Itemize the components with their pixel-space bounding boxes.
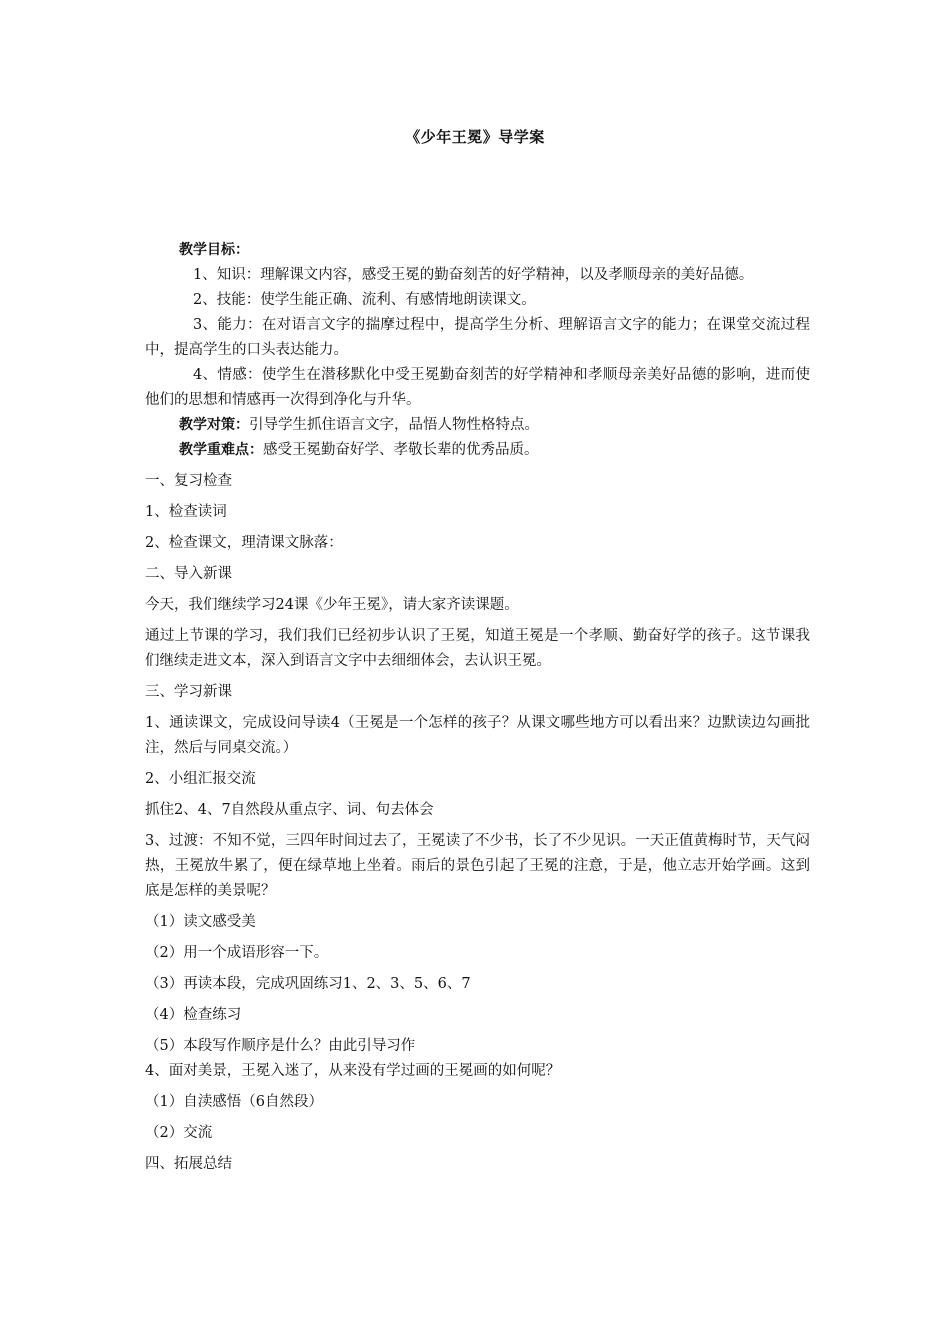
objective-emotion: 4、情感：使学生在潜移默化中受王冕勤奋刻苦的好学精神和孝顺母亲美好品德的影响，进而使他们的思想和情感再一次得到净化与升华。 bbox=[145, 367, 810, 408]
objective-skill: 2、技能：使学生能正确、流利、有感情地朗读课文。 bbox=[193, 292, 536, 308]
list-item: 2、小组汇报交流 bbox=[145, 771, 256, 787]
section-heading-review: 一、复习检查 bbox=[145, 473, 232, 489]
objective-ability: 3、能力：在对语言文字的揣摩过程中，提高学生分析、理解语言文字的能力；在课堂交流过程中，提高学生的口头表达能力。 bbox=[145, 317, 810, 358]
list-item: 4、面对美景，王冕入迷了，从来没有学过画的王冕画的如何呢？ bbox=[145, 1063, 561, 1079]
sub-list-item: （2）交流 bbox=[145, 1125, 213, 1141]
list-item: 2、检查课文，理清课文脉落： bbox=[145, 535, 343, 551]
section-heading-new-lesson: 三、学习新课 bbox=[145, 684, 232, 700]
paragraph: 通过上节课的学习，我们我们已经初步认识了王冕，知道王冕是一个孝顺、勤奋好学的孩子。这节课我们继续走进文本，深入到语言文字中去细细体会，去认识王冕。 bbox=[145, 628, 810, 669]
teaching-strategy bbox=[145, 413, 810, 438]
list-item: 1、通读课文，完成设问导读4（王冕是一个怎样的孩子？从课文哪些地方可以看出来？边默读边勾画批注，然后与同桌交流。） bbox=[145, 715, 810, 756]
paragraph: 抓住2、4、7自然段从重点字、词、句去体会 bbox=[145, 802, 434, 818]
sub-list-item: （4）检查练习 bbox=[145, 1007, 242, 1023]
document-body bbox=[145, 238, 810, 1177]
objectives-heading: 教学目标： bbox=[179, 242, 249, 258]
sub-list-item: （3）再读本段，完成巩固练习1、2、3、5、6、7 bbox=[145, 976, 471, 992]
sub-list-item: （1）读文感受美 bbox=[145, 914, 256, 930]
section-heading-intro: 二、导入新课 bbox=[145, 566, 232, 582]
objective-knowledge: 1、知识：理解课文内容，感受王冕的勤奋刻苦的好学精神，以及孝顺母亲的美好品德。 bbox=[193, 267, 754, 283]
sub-list-item: （2）用一个成语形容一下。 bbox=[145, 945, 329, 961]
sub-list-item: （5）本段写作顺序是什么？由此引导习作 bbox=[145, 1038, 416, 1054]
document-title: 《少年王冕》导学案 bbox=[405, 128, 545, 146]
list-item: 3、过渡：不知不觉，三四年时间过去了，王冕读了不少书，长了不少见识。一天正值黄梅时节，天气闷热，王冕放牛累了，便在绿草地上坐着。雨后的景色引起了王冕的注意，于是，他立志开始学画。这到底是怎样的美景呢？ bbox=[145, 833, 810, 899]
list-item: 1、检查读词 bbox=[145, 504, 227, 520]
teaching-strategy-text: 引导学生抓住语言文字，品悟人物性格特点。 bbox=[249, 417, 539, 433]
teaching-strategy-label: 教学对策： bbox=[179, 417, 249, 433]
sub-list-item: （1）自渎感悟（6自然段） bbox=[145, 1094, 323, 1110]
teaching-keypoint-label: 教学重难点： bbox=[179, 442, 263, 458]
teaching-keypoint bbox=[145, 438, 810, 463]
section-heading-summary: 四、拓展总结 bbox=[145, 1156, 232, 1172]
paragraph: 今天，我们继续学习24课《少年王冕》，请大家齐读课题。 bbox=[145, 597, 519, 613]
teaching-keypoint-text: 感受王冕勤奋好学、孝敬长辈的优秀品质。 bbox=[263, 442, 539, 458]
